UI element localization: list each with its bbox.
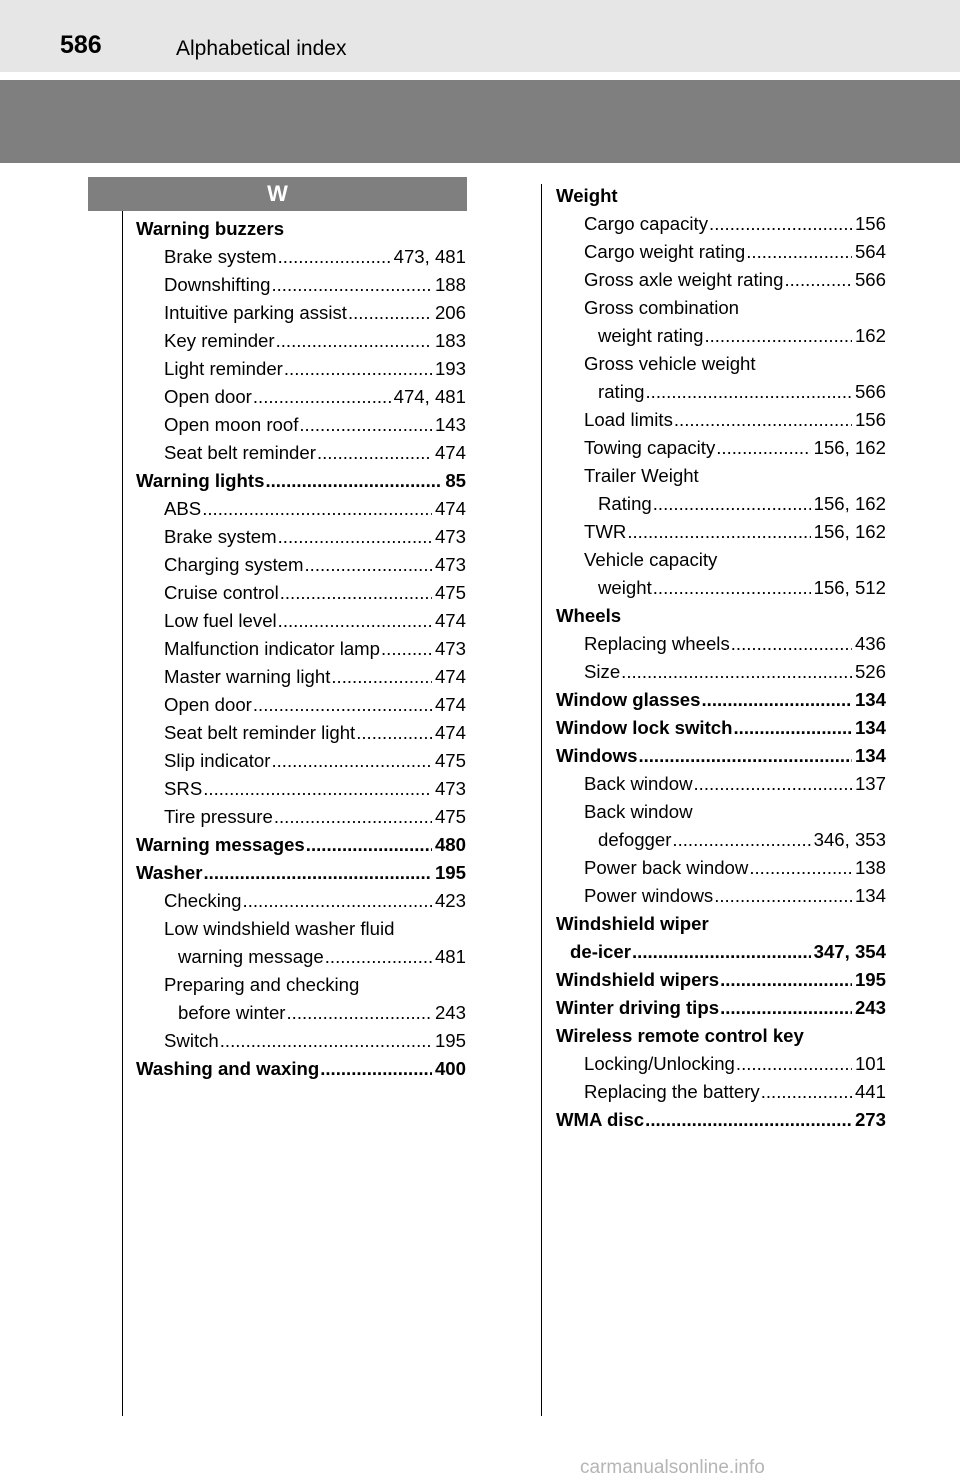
dot-leader	[203, 775, 432, 803]
index-entry-label: Windshield wipers	[556, 969, 720, 990]
index-entry	[556, 854, 886, 882]
index-entry	[556, 994, 886, 1022]
index-entry-label: Power windows	[584, 885, 714, 906]
dot-leader	[243, 887, 432, 915]
index-entry-page: 156	[854, 213, 886, 234]
index-entry-page: 566	[854, 381, 886, 402]
index-entry	[136, 831, 466, 859]
dot-leader	[381, 635, 432, 663]
dot-leader	[653, 490, 811, 518]
dot-leader	[305, 551, 432, 579]
index-entry	[556, 322, 886, 350]
index-entry-label: Window lock switch	[556, 717, 733, 738]
index-entry-page: 564	[854, 241, 886, 262]
index-entry-label: Windows	[556, 745, 638, 766]
index-entry-label: Size	[584, 661, 621, 682]
index-entry-page: 156, 162	[813, 521, 886, 542]
index-entry	[556, 378, 886, 406]
index-entry-label: Downshifting	[164, 274, 271, 295]
dot-leader	[271, 271, 432, 299]
index-entry-label: Warning buzzers	[136, 218, 285, 239]
header-band	[0, 0, 960, 72]
dot-leader	[627, 518, 810, 546]
index-entry	[136, 299, 466, 327]
index-entry	[556, 938, 886, 966]
index-entry-page: 134	[854, 885, 886, 906]
index-entry-label: weight	[598, 577, 652, 598]
index-entry-label: Replacing wheels	[584, 633, 730, 654]
index-entry-page: 134	[854, 745, 886, 766]
index-entry-page: 436	[854, 633, 886, 654]
dot-leader	[761, 1078, 852, 1106]
index-entry-page: 474	[434, 666, 466, 687]
index-entry	[136, 635, 466, 663]
dot-leader	[731, 630, 852, 658]
index-entry-page: 156	[854, 409, 886, 430]
dot-leader	[278, 607, 432, 635]
index-entry-page: 473	[434, 778, 466, 799]
index-entry-label: Malfunction indicator lamp	[164, 638, 380, 659]
index-entry-page: 474	[434, 442, 466, 463]
index-entry-label: Cargo capacity	[584, 213, 709, 234]
dot-leader	[736, 1050, 852, 1078]
index-entry-page: 195	[854, 969, 886, 990]
dot-leader	[331, 663, 432, 691]
dot-leader	[653, 574, 811, 602]
dot-leader	[621, 658, 852, 686]
header-divider	[0, 72, 960, 80]
index-entry-page: 475	[434, 582, 466, 603]
dot-leader	[271, 747, 432, 775]
index-entry-label: Switch	[164, 1030, 219, 1051]
index-entry	[556, 602, 886, 630]
index-entry-page: 156, 162	[813, 493, 886, 514]
index-entry-page: 243	[434, 1002, 466, 1023]
dot-leader	[638, 742, 852, 770]
index-entry-page: 475	[434, 750, 466, 771]
index-entry	[556, 770, 886, 798]
index-entry	[136, 467, 466, 495]
index-entry	[136, 747, 466, 775]
index-entry-label: Wireless remote control key	[556, 1025, 804, 1046]
index-entry	[556, 350, 886, 378]
index-entry	[136, 327, 466, 355]
index-entry-page: 156, 512	[813, 577, 886, 598]
index-entry	[556, 266, 886, 294]
dot-leader	[306, 831, 432, 859]
dot-leader	[714, 882, 852, 910]
index-entry-label: Charging system	[164, 554, 304, 575]
index-entry	[556, 434, 886, 462]
index-entry-label: Seat belt reminder	[164, 442, 316, 463]
index-entry-page: 474	[434, 722, 466, 743]
index-entry	[556, 826, 886, 854]
index-entry-label: Locking/Unlocking	[584, 1053, 735, 1074]
index-entry	[556, 742, 886, 770]
index-entry	[136, 719, 466, 747]
index-entry-label: Open moon roof	[164, 414, 299, 435]
index-entry-page: 347, 354	[813, 941, 886, 962]
index-entry-page: 273	[854, 1109, 886, 1130]
index-entry	[136, 775, 466, 803]
index-entry	[556, 238, 886, 266]
dot-leader	[720, 966, 852, 994]
index-entry-label: Master warning light	[164, 666, 331, 687]
section-title: Alphabetical index	[176, 37, 347, 60]
index-entry-page: 400	[434, 1058, 466, 1079]
dot-leader	[709, 210, 852, 238]
index-entry-page: 475	[434, 806, 466, 827]
dot-leader	[645, 1106, 852, 1134]
index-entry-page: 138	[854, 857, 886, 878]
dot-leader	[646, 378, 852, 406]
index-entry-page: 441	[854, 1081, 886, 1102]
index-entry-label: warning message	[178, 946, 324, 967]
center-column-rule	[541, 184, 542, 1416]
index-entry-label: Replacing the battery	[584, 1081, 760, 1102]
index-entry-label: Windshield wiper	[556, 913, 709, 934]
dot-leader	[356, 719, 432, 747]
index-entry	[556, 1106, 886, 1134]
index-entry	[556, 1050, 886, 1078]
page-number: 586	[60, 31, 102, 59]
index-entry	[556, 406, 886, 434]
index-entry-label: Washer	[136, 862, 203, 883]
dot-leader	[220, 1027, 432, 1055]
index-entry-page: 206	[434, 302, 466, 323]
index-entry	[136, 663, 466, 691]
index-entry-page: 85	[445, 470, 466, 491]
dot-leader	[694, 770, 852, 798]
left-index-column	[136, 215, 466, 1083]
dot-leader	[203, 859, 431, 887]
dot-leader	[720, 994, 852, 1022]
dot-leader	[276, 327, 432, 355]
index-entry	[556, 714, 886, 742]
index-entry-label: Rating	[598, 493, 652, 514]
index-entry	[556, 882, 886, 910]
index-entry-label: Gross vehicle weight	[584, 353, 756, 374]
dot-leader	[317, 439, 432, 467]
index-entry-label: Key reminder	[164, 330, 275, 351]
index-entry-label: Washing and waxing	[136, 1058, 320, 1079]
index-entry-page: 193	[434, 358, 466, 379]
index-entry-page: 137	[854, 773, 886, 794]
index-entry-page: 101	[854, 1053, 886, 1074]
index-entry	[556, 462, 886, 490]
index-entry-label: Load limits	[584, 409, 673, 430]
index-entry	[556, 182, 886, 210]
index-entry-label: Warning messages	[136, 834, 305, 855]
index-entry	[556, 966, 886, 994]
dot-leader	[672, 826, 810, 854]
dot-leader	[278, 523, 432, 551]
index-entry-page: 473	[434, 526, 466, 547]
index-entry	[136, 1027, 466, 1055]
index-entry	[556, 630, 886, 658]
index-entry-page: 195	[434, 1030, 466, 1051]
index-entry-page: 346, 353	[813, 829, 886, 850]
index-entry	[556, 294, 886, 322]
index-entry	[136, 523, 466, 551]
index-entry-page: 134	[854, 689, 886, 710]
index-entry-label: Brake system	[164, 246, 277, 267]
index-entry	[556, 574, 886, 602]
index-entry-page: 134	[854, 717, 886, 738]
index-entry	[136, 803, 466, 831]
dot-leader	[784, 266, 852, 294]
dot-leader	[746, 238, 852, 266]
index-entry-label: Low fuel level	[164, 610, 277, 631]
index-entry-label: Winter driving tips	[556, 997, 720, 1018]
index-entry	[136, 691, 466, 719]
dot-leader	[253, 383, 391, 411]
index-entry	[136, 999, 466, 1027]
index-entry-label: Warning lights	[136, 470, 265, 491]
index-entry-label: Back window	[584, 773, 693, 794]
dot-leader	[274, 803, 432, 831]
index-entry	[556, 490, 886, 518]
index-entry-label: Trailer Weight	[584, 465, 699, 486]
index-entry-label: Cargo weight rating	[584, 241, 746, 262]
index-entry	[136, 579, 466, 607]
right-index-column	[556, 182, 886, 1134]
index-entry	[556, 910, 886, 938]
index-entry-label: Open door	[164, 386, 252, 407]
index-entry-label: weight rating	[598, 325, 704, 346]
index-entry-label: TWR	[584, 521, 627, 542]
index-entry	[556, 210, 886, 238]
dot-leader	[632, 938, 811, 966]
index-entry-label: Light reminder	[164, 358, 283, 379]
index-entry	[136, 271, 466, 299]
index-entry	[136, 971, 466, 999]
index-entry-label: Cruise control	[164, 582, 279, 603]
index-entry-page: 423	[434, 890, 466, 911]
index-entry-label: Power back window	[584, 857, 749, 878]
index-entry-page: 143	[434, 414, 466, 435]
index-entry-label: Brake system	[164, 526, 277, 547]
index-entry-label: Seat belt reminder light	[164, 722, 356, 743]
index-entry-label: Back window	[584, 801, 693, 822]
index-entry-label: Slip indicator	[164, 750, 271, 771]
dot-leader	[734, 714, 852, 742]
letter-header: W	[88, 177, 467, 211]
index-entry-page: 188	[434, 274, 466, 295]
index-entry-page: 481	[434, 946, 466, 967]
index-entry	[556, 546, 886, 574]
index-entry-label: SRS	[164, 778, 203, 799]
index-entry-label: Preparing and checking	[164, 974, 360, 995]
dot-leader	[320, 1055, 432, 1083]
index-entry	[556, 1022, 886, 1050]
index-entry	[136, 607, 466, 635]
index-entry-label: WMA disc	[556, 1109, 645, 1130]
index-entry-label: Window glasses	[556, 689, 701, 710]
index-entry	[136, 943, 466, 971]
index-entry	[136, 355, 466, 383]
index-entry	[556, 798, 886, 826]
index-entry-page: 474	[434, 498, 466, 519]
dot-leader	[253, 691, 432, 719]
index-entry-page: 195	[434, 862, 466, 883]
watermark: carmanualsonline.info	[580, 1457, 765, 1478]
index-entry-page: 473, 481	[393, 246, 466, 267]
index-entry-page: 473	[434, 554, 466, 575]
dot-leader	[202, 495, 432, 523]
index-entry-page: 526	[854, 661, 886, 682]
dark-banner	[0, 80, 960, 163]
index-entry	[136, 915, 466, 943]
index-entry	[136, 215, 466, 243]
dot-leader	[299, 411, 432, 439]
index-entry-page: 183	[434, 330, 466, 351]
index-entry-page: 156, 162	[813, 437, 886, 458]
dot-leader	[280, 579, 432, 607]
index-entry-label: Low windshield washer fluid	[164, 918, 395, 939]
dot-leader	[701, 686, 851, 714]
index-entry	[136, 383, 466, 411]
index-entry-page: 474, 481	[393, 386, 466, 407]
dot-leader	[716, 434, 810, 462]
index-entry-label: Towing capacity	[584, 437, 716, 458]
index-entry	[136, 551, 466, 579]
index-entry-label: Weight	[556, 185, 618, 206]
dot-leader	[674, 406, 852, 434]
dot-leader	[287, 999, 432, 1027]
index-entry	[556, 518, 886, 546]
index-entry-label: Wheels	[556, 605, 622, 626]
index-entry-label: defogger	[598, 829, 672, 850]
index-entry	[556, 686, 886, 714]
index-entry	[136, 411, 466, 439]
index-entry-page: 473	[434, 638, 466, 659]
index-entry-page: 474	[434, 610, 466, 631]
index-entry-page: 474	[434, 694, 466, 715]
dot-leader	[348, 299, 432, 327]
index-entry	[556, 1078, 886, 1106]
index-entry-page: 162	[854, 325, 886, 346]
index-entry-page: 243	[854, 997, 886, 1018]
dot-leader	[284, 355, 432, 383]
index-entry-label: rating	[598, 381, 645, 402]
dot-leader	[749, 854, 852, 882]
index-entry-label: Tire pressure	[164, 806, 273, 827]
index-entry-label: Vehicle capacity	[584, 549, 718, 570]
dot-leader	[278, 243, 391, 271]
index-entry	[136, 495, 466, 523]
index-entry-page: 566	[854, 269, 886, 290]
index-entry-page: 480	[434, 834, 466, 855]
index-entry	[136, 243, 466, 271]
index-entry	[136, 1055, 466, 1083]
index-entry	[136, 859, 466, 887]
index-entry-label: Checking	[164, 890, 242, 911]
index-entry	[136, 439, 466, 467]
left-column-rule	[122, 211, 123, 1416]
dot-leader	[325, 943, 432, 971]
index-entry	[136, 887, 466, 915]
index-entry-label: Gross combination	[584, 297, 740, 318]
dot-leader	[704, 322, 852, 350]
index-entry-label: Intuitive parking assist	[164, 302, 347, 323]
index-entry-label: ABS	[164, 498, 202, 519]
index-entry-label: Open door	[164, 694, 252, 715]
dot-leader	[265, 467, 442, 495]
index-entry-label: Gross axle weight rating	[584, 269, 784, 290]
index-entry-label: before winter	[178, 1002, 286, 1023]
index-entry	[556, 658, 886, 686]
index-entry-label: de-icer	[570, 941, 631, 962]
